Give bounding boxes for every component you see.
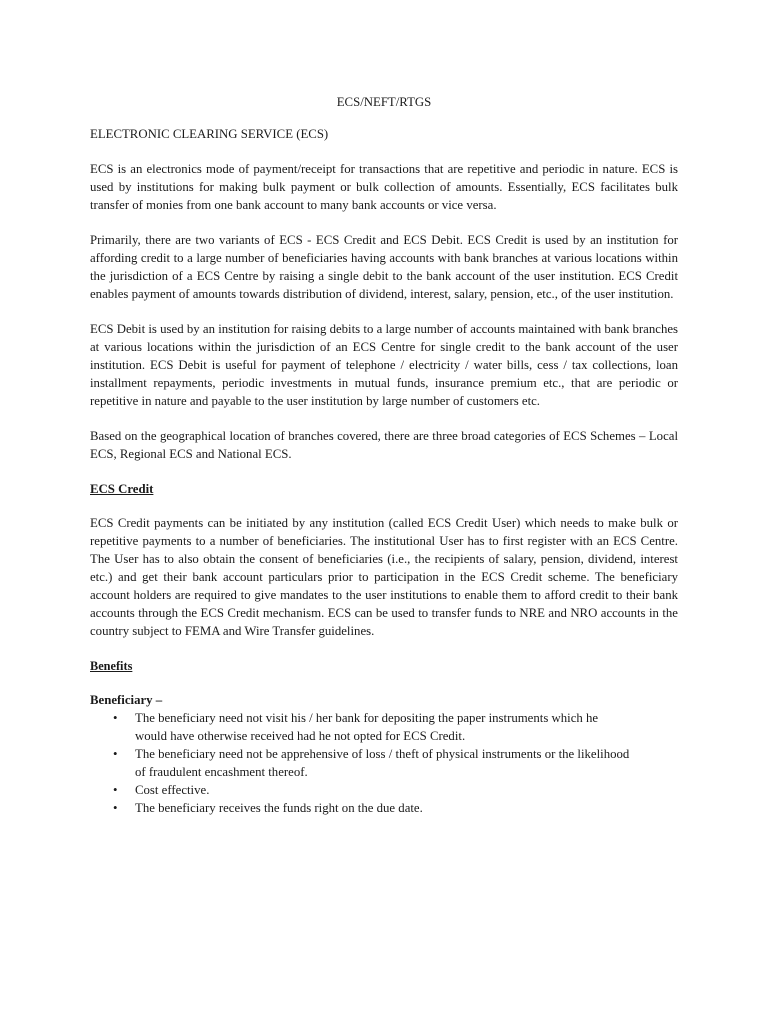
list-item (90, 799, 678, 817)
list-item-text: The beneficiary need not be apprehensive of loss / theft of physical instruments or the likelihood (135, 747, 630, 761)
list-item-text: Cost effective. (135, 783, 210, 797)
list-item-text: The beneficiary receives the funds right on the due date. (135, 801, 423, 815)
bullet-icon: • (113, 783, 118, 797)
list-item (90, 781, 678, 799)
list-item (90, 745, 678, 781)
paragraph-ecs-credit: ECS Credit payments can be initiated by any institution (called ECS Credit User) which needs to make bulk or repetitive payments to a number of beneficiaries. The institutional User has to first register with an ECS Centre. The User has to also obtain the consent of beneficiaries (i.e., the recipients of salary, pension, dividend, interest etc.) and get their bank account particulars prior to participation in the ECS Credit scheme. The beneficiary account holders are required to give mandates to the user institutions to enable them to afford credit to their bank accounts through the ECS Credit mechanism. ECS can be used to transfer funds to NRE and NRO accounts in the country subject to FEMA and Wire Transfer guidelines. (90, 516, 678, 638)
list-item-text: The beneficiary need not visit his / her bank for depositing the paper instruments which he (135, 711, 599, 725)
list-item (90, 709, 678, 745)
paragraph-ecs-variants: Primarily, there are two variants of ECS - ECS Credit and ECS Debit. ECS Credit is used by an institution for affording credit to a large number of beneficiaries having accounts with bank branches at various locations within the jurisdiction of a ECS Centre by raising a single debit to the bank account of the user institution. ECS Credit enables payment of amounts towards distribution of dividend, interest, salary, pension, etc., of the user institution. (90, 233, 678, 301)
document-title: ECS/NEFT/RTGS (336, 95, 432, 109)
heading-benefits: Benefits (90, 659, 133, 673)
paragraph-ecs-intro: ECS is an electronics mode of payment/receipt for transactions that are repetitive and periodic in nature. ECS is used by institutions for making bulk payment or bulk collection of amounts. Essentially, ECS facilitates bulk transfer of monies from one bank account to many bank accounts or vice versa. (90, 162, 678, 212)
label-beneficiary: Beneficiary – (90, 693, 163, 707)
bullet-icon: • (113, 801, 118, 815)
list-item-continuation: of fraudulent encashment thereof. (135, 765, 308, 779)
heading-ecs-credit: ECS Credit (90, 482, 154, 496)
paragraph-ecs-debit: ECS Debit is used by an institution for raising debits to a large number of accounts maintained with bank branches at various locations within the jurisdiction of an ECS Centre for single credit to the bank account of the user institution. ECS Debit is useful for payment of telephone / electricity / water bills, cess / tax collections, loan installment repayments, periodic investments in mutual funds, insurance premium etc., that are periodic or repetitive in nature and payable to the user institution by large number of customers etc. (90, 322, 678, 408)
section-heading-ecs: ELECTRONIC CLEARING SERVICE (ECS) (90, 127, 329, 141)
paragraph-ecs-categories: Based on the geographical location of branches covered, there are three broad categories of ECS Schemes – Local ECS, Regional ECS and National ECS. (90, 429, 678, 461)
bullet-icon: • (113, 747, 118, 761)
bullet-icon: • (113, 711, 118, 725)
document-page (90, 93, 678, 817)
benefits-list (90, 709, 678, 817)
list-item-continuation: would have otherwise received had he not opted for ECS Credit. (135, 729, 466, 743)
